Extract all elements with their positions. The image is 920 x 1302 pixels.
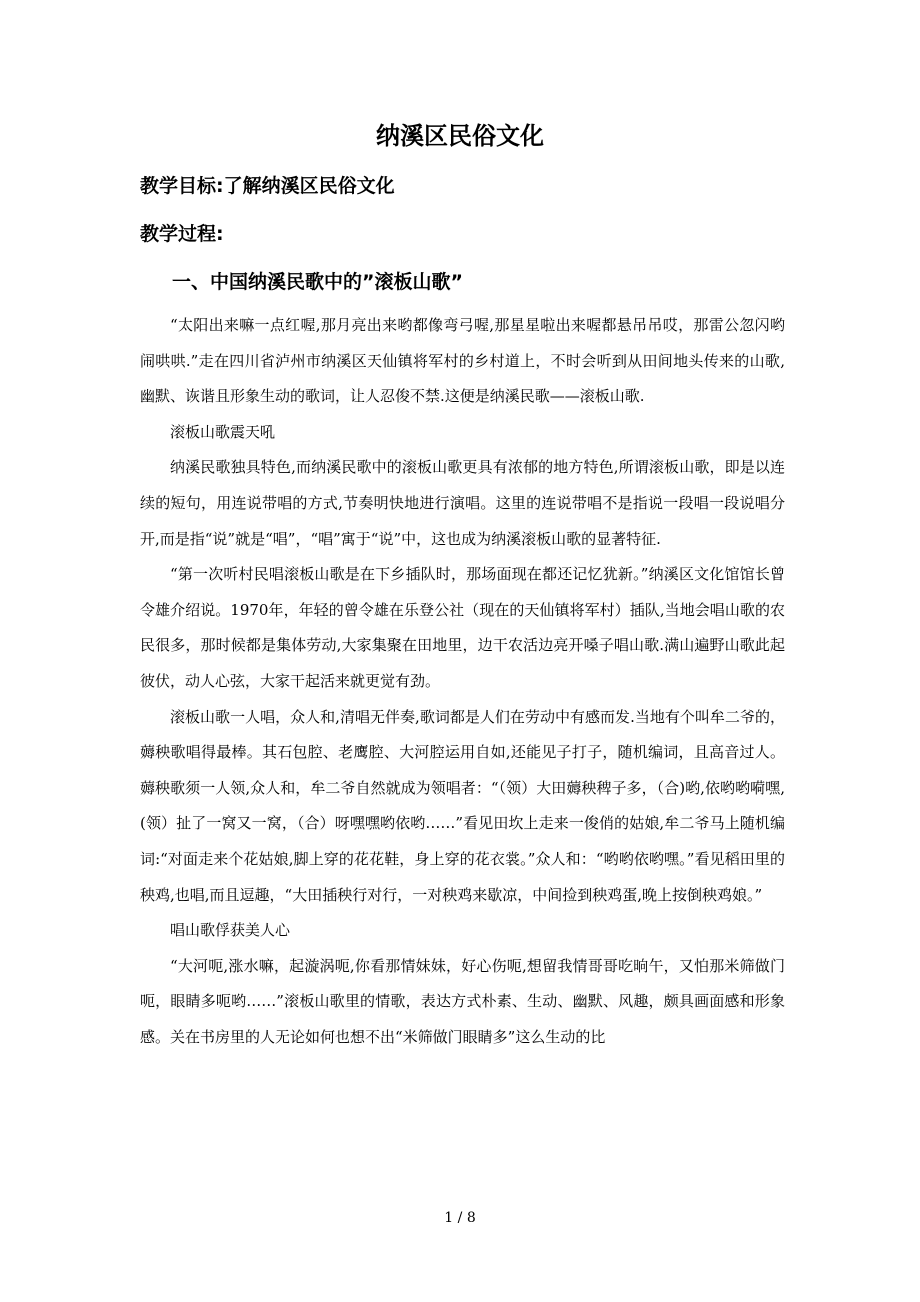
teaching-process-heading: 教学过程:: [140, 223, 224, 245]
subheading-gunban: 滚板山歌震天吼: [170, 422, 276, 441]
section-heading: 一、中国纳溪民歌中的”滚板山歌”: [172, 271, 463, 293]
document-title: 纳溪区民俗文化: [376, 122, 544, 150]
paragraph-love-songs: “大河呃,涨水嘛，起漩涡呃,你看那情妹妹，好心伤呃,想留我情哥哥吃晌午，又怕那米筛做门呃，眼睛多呃哟……”滚板山歌里的情歌，表达方式朴素、生动、幽默、风趣，颇具画面感和形象感。关在书房里的人无论如何也想不出“米筛做门眼睛多”这么生动的比: [140, 956, 785, 1046]
paragraph-features: 纳溪民歌独具特色,而纳溪民歌中的滚板山歌更具有浓郁的地方特色,所谓滚板山歌，即是以连续的短句，用连说带唱的方式,节奏明快地进行演唱。这里的连说带唱不是指说一段唱一段说唱分开,而是指“说”就是“唱”，“唱”寓于“说”中，这也成为纳溪滚板山歌的显著特征.: [140, 458, 785, 548]
page-current: 1: [444, 1210, 454, 1226]
paragraph-singing: 滚板山歌一人唱，众人和,清唱无伴奏,歌词都是人们在劳动中有感而发.当地有个叫牟二爷的，薅秧歌唱得最棒。其石包腔、老鹰腔、大河腔运用自如,还能见子打子，随机编词，且高音过人。薅秧歌须一人领,众人和，牟二爷自然就成为领唱者：“（领）大田薅秧稗子多，（合)哟,依哟哟嗬嘿,(领）扯了一窝又一窝，（合）呀嘿嘿哟依哟……”看见田坎上走来一俊俏的姑娘,牟二爷马上随机编词:“对面走来个花姑娘,脚上穿的花花鞋，身上穿的花衣裳。”众人和：“哟哟依哟嘿。”看见稻田里的秧鸡,也唱,而且逗趣，“大田插秧行对行，一对秧鸡来歇凉，中间捡到秧鸡蛋,晚上按倒秧鸡娘。”: [140, 707, 785, 904]
subheading-love-songs: 唱山歌俘获美人心: [170, 921, 291, 940]
paragraph-intro: “太阳出来嘛一点红喔,那月亮出来哟都像弯弓喔,那星星啦出来喔都悬吊吊哎，那雷公忽闪哟闹哄哄.”走在四川省泸州市纳溪区天仙镇将军村的乡村道上，不时会听到从田间地头传来的山歌,幽默、诙谐且形象生动的歌词，让人忍俊不禁.这便是纳溪民歌——滚板山歌.: [140, 316, 785, 406]
paragraph-memory: “第一次听村民唱滚板山歌是在下乡插队时，那场面现在都还记忆犹新。”纳溪区文化馆馆长曾令雄介绍说。1970年，年轻的曾令雄在乐登公社（现在的天仙镇将军村）插队,当地会唱山歌的农民很多，那时候都是集体劳动,大家集聚在田地里，边干农活边亮开嗓子唱山歌.满山遍野山歌此起彼伏，动人心弦，大家干起活来就更觉有劲。: [140, 565, 785, 690]
page-total: 8: [466, 1210, 476, 1226]
page-separator: /: [457, 1210, 463, 1226]
page-number: [0, 1208, 920, 1228]
body-text: [140, 308, 785, 1055]
teaching-goal-heading: 教学目标:了解纳溪区民俗文化: [140, 175, 395, 197]
